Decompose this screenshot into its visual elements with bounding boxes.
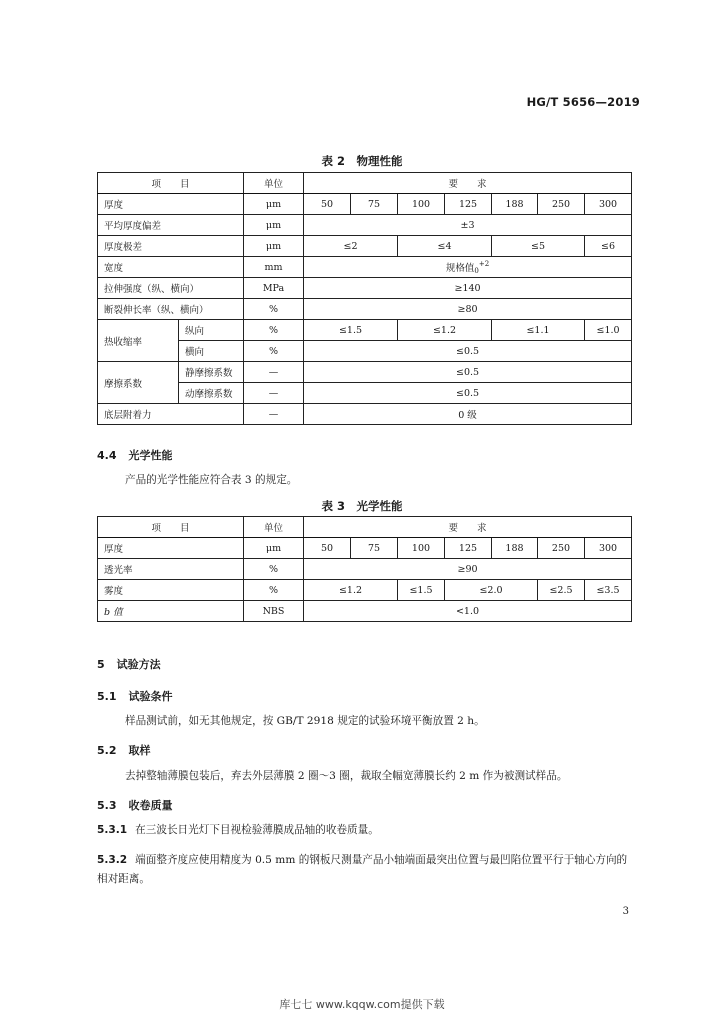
table-cell: ≥90 xyxy=(304,559,632,580)
table2-shrink-td-row xyxy=(98,341,632,362)
table-cell: 纵向 xyxy=(179,320,244,341)
table-cell: ≤0.5 xyxy=(304,383,632,404)
section-4-4-text: 产品的光学性能应符合表 3 的规定。 xyxy=(125,474,298,486)
page-number: 3 xyxy=(622,906,629,917)
table2-head-item: 项 目 xyxy=(98,173,244,194)
table-cell: 横向 xyxy=(179,341,244,362)
table2-head-unit: 单位 xyxy=(244,173,304,194)
table-cell: ≥80 xyxy=(304,299,632,320)
section-title: 取样 xyxy=(128,744,151,757)
width-value: 规格值 xyxy=(445,262,475,274)
download-footer: 库七七 www.kqqw.com提供下载 xyxy=(279,998,445,1011)
table-cell: — xyxy=(244,383,304,404)
table-cell: % xyxy=(244,580,304,601)
table2-thickness-unit: μm xyxy=(244,194,304,215)
table3-head-unit: 单位 xyxy=(244,517,304,538)
table-cell: — xyxy=(244,362,304,383)
table-cell: 热收缩率 xyxy=(98,320,179,362)
section-5-2-text: 去掉整轴薄膜包装后，弃去外层薄膜 2 圈～3 圈，裁取全幅宽薄膜长约 2 m 作为被测试样品。 xyxy=(125,770,568,782)
section-5-1-text: 样品测试前，如无其他规定，按 GB/T 2918 规定的试验环境平衡放置 2 h。 xyxy=(125,715,485,727)
table-cell: 拉伸强度（纵、横向） xyxy=(98,278,244,299)
section-5-3-1 xyxy=(97,821,637,840)
table-cell: ≤1.2 xyxy=(398,320,492,341)
table-cell xyxy=(304,257,632,278)
table-cell: 宽度 xyxy=(98,257,244,278)
clause-text: 在三波长日光灯下目视检验薄膜成品轴的收卷质量。 xyxy=(135,824,379,836)
table-cell: 250 xyxy=(538,538,585,559)
table2-friction-dynamic-row xyxy=(98,383,632,404)
table-cell: 188 xyxy=(492,194,538,215)
table-cell: 100 xyxy=(398,538,445,559)
section-4-4-heading xyxy=(97,447,173,463)
table-cell: % xyxy=(244,299,304,320)
table-cell: 100 xyxy=(398,194,445,215)
table-cell: ≤1.5 xyxy=(304,320,398,341)
table-cell: % xyxy=(244,341,304,362)
table3-caption: 表 3 光学性能 xyxy=(321,499,403,513)
table-cell: ≥140 xyxy=(304,278,632,299)
standard-code: HG/T 5656—2019 xyxy=(526,95,640,109)
table-cell: % xyxy=(244,320,304,341)
section-number: 5 xyxy=(97,658,105,671)
table-cell: ≤1.5 xyxy=(398,580,445,601)
table2-tensile-row xyxy=(98,278,632,299)
table-cell: 188 xyxy=(492,538,538,559)
table2-friction-static-row xyxy=(98,362,632,383)
table-cell: μm xyxy=(244,538,304,559)
table-cell: 底层附着力 xyxy=(98,404,244,425)
section-number: 5.3 xyxy=(97,799,117,812)
table-cell: ≤2.5 xyxy=(538,580,585,601)
table3-haze-row xyxy=(98,580,632,601)
table-cell: ±3 xyxy=(304,215,632,236)
table3-header-row xyxy=(98,517,632,538)
table-cell: μm xyxy=(244,215,304,236)
table-cell: 300 xyxy=(585,538,632,559)
table-cell: 75 xyxy=(351,538,398,559)
clause-text: 端面整齐度应使用精度为 0.5 mm 的钢板尺测量产品小轴端面最突出位置与最凹陷位置平行于轴心方向的相对距离。 xyxy=(97,854,628,885)
table2-physical-properties xyxy=(97,172,632,425)
table2-range-row xyxy=(98,236,632,257)
table-cell: 动摩擦系数 xyxy=(179,383,244,404)
table-cell: ≤1.2 xyxy=(304,580,398,601)
table-cell: 厚度极差 xyxy=(98,236,244,257)
table-cell: 125 xyxy=(445,538,492,559)
section-title: 试验方法 xyxy=(116,658,161,671)
table-cell: 摩擦系数 xyxy=(98,362,179,404)
section-title: 试验条件 xyxy=(128,690,173,703)
table-cell: 透光率 xyxy=(98,559,244,580)
table-cell: mm xyxy=(244,257,304,278)
section-5-3-2 xyxy=(97,851,637,889)
table2-head-req: 要 求 xyxy=(304,173,632,194)
section-number: 5.2 xyxy=(97,744,117,757)
table-cell: ≤1.0 xyxy=(585,320,632,341)
table-cell: NBS xyxy=(244,601,304,622)
table-cell: 静摩擦系数 xyxy=(179,362,244,383)
section-5-heading xyxy=(97,656,161,672)
table-cell: ≤6 xyxy=(585,236,632,257)
clause-number: 5.3.2 xyxy=(97,854,128,866)
table2-width-row xyxy=(98,257,632,278)
table-cell: 雾度 xyxy=(98,580,244,601)
table-cell: 0 级 xyxy=(304,404,632,425)
table2-adhesion-row xyxy=(98,404,632,425)
table3-optical-properties xyxy=(97,516,632,622)
section-number: 4.4 xyxy=(97,449,117,462)
table2-caption: 表 2 物理性能 xyxy=(321,154,403,168)
table-cell: 50 xyxy=(304,194,351,215)
section-number: 5.1 xyxy=(97,690,117,703)
width-tolerance-upper: +2 xyxy=(478,259,490,268)
table-cell: ≤0.5 xyxy=(304,362,632,383)
table2-avg-deviation-row xyxy=(98,215,632,236)
clause-number: 5.3.1 xyxy=(97,824,128,836)
table2-shrink-md-row xyxy=(98,320,632,341)
section-5-2-heading xyxy=(97,742,151,758)
table-cell: ≤1.1 xyxy=(492,320,585,341)
table-cell: <1.0 xyxy=(304,601,632,622)
table-cell: 平均厚度偏差 xyxy=(98,215,244,236)
table-cell: 75 xyxy=(351,194,398,215)
table-cell: ≤2.0 xyxy=(445,580,538,601)
table3-head-item: 项 目 xyxy=(98,517,244,538)
table-cell: MPa xyxy=(244,278,304,299)
table3-head-req: 要 求 xyxy=(304,517,632,538)
table-cell: ≤3.5 xyxy=(585,580,632,601)
section-5-3-heading xyxy=(97,797,173,813)
table-cell: ≤5 xyxy=(492,236,585,257)
table2-header-row xyxy=(98,173,632,194)
table-cell: ≤4 xyxy=(398,236,492,257)
section-title: 收卷质量 xyxy=(128,799,173,812)
table-cell: 250 xyxy=(538,194,585,215)
table-cell: 300 xyxy=(585,194,632,215)
table2-thickness-label: 厚度 xyxy=(98,194,244,215)
table-cell: 断裂伸长率（纵、横向） xyxy=(98,299,244,320)
table3-thickness-row xyxy=(98,538,632,559)
width-tolerance-lower: 0 xyxy=(474,266,479,275)
table-cell: b 值 xyxy=(98,601,244,622)
table3-b-value-row xyxy=(98,601,632,622)
table-cell: ≤2 xyxy=(304,236,398,257)
table2-thickness-row xyxy=(98,194,632,215)
table-cell: 厚度 xyxy=(98,538,244,559)
table-cell: 50 xyxy=(304,538,351,559)
section-title: 光学性能 xyxy=(128,449,173,462)
table-cell: % xyxy=(244,559,304,580)
table-cell: — xyxy=(244,404,304,425)
section-5-1-heading xyxy=(97,688,173,704)
table-cell: ≤0.5 xyxy=(304,341,632,362)
table3-transmittance-row xyxy=(98,559,632,580)
table2-elongation-row xyxy=(98,299,632,320)
table-cell: μm xyxy=(244,236,304,257)
table-cell: 125 xyxy=(445,194,492,215)
